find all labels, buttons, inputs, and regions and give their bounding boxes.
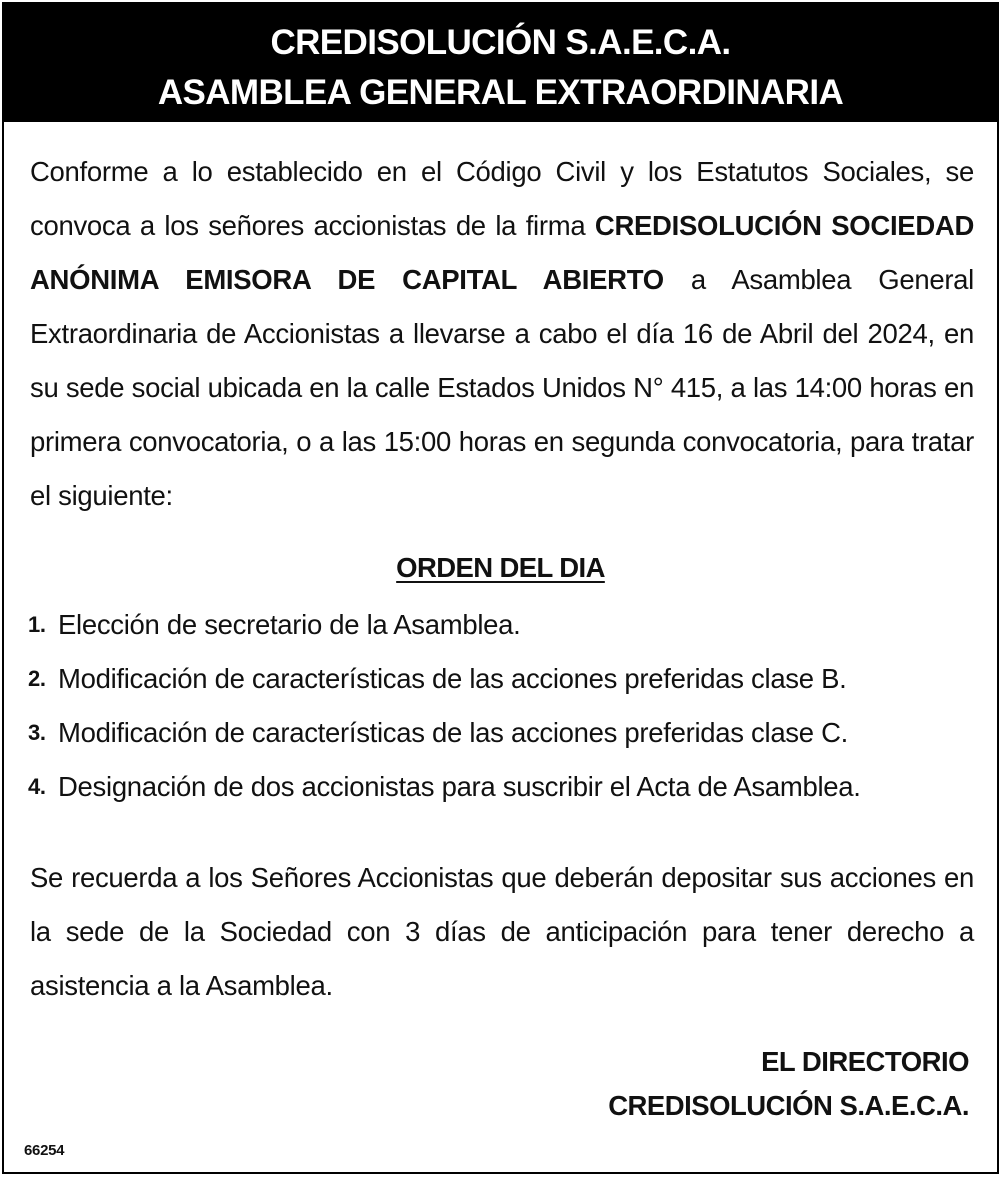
company-full-name: CREDISOLUCIÓN SOCIEDAD ANÓNIMA EMISORA DE CAPITAL ABIERTO	[30, 210, 975, 295]
notice-frame	[2, 2, 999, 1174]
company-title: CREDISOLUCIÓN S.A.E.C.A.	[270, 23, 731, 62]
reminder-paragraph: Se recuerda a los Señores Accionistas que deberán depositar sus acciones en la sede de la Sociedad con 3 días de anticipación para tener derecho a asistencia a la Asamblea.	[30, 862, 974, 1001]
agenda-item-text: Elección de secretario de la Asamblea.	[58, 609, 521, 640]
agenda-item	[26, 598, 976, 652]
agenda-item	[26, 760, 976, 814]
agenda-item-number: 1.	[28, 612, 46, 637]
intro-text-end: a Asamblea General Extraordinaria de Accionistas a llevarse a cabo el día 16 de Abril del 2024, en su sede social ubicada en la calle Estados Unidos N° 415, a las 14:00 horas en primera convocatoria, o a las 15:00 horas en segunda convocatoria, para tratar el siguiente:	[30, 264, 974, 511]
assembly-title: ASAMBLEA GENERAL EXTRAORDINARIA	[157, 73, 844, 112]
agenda-item-text: Modificación de características de las acciones preferidas clase B.	[58, 663, 847, 694]
agenda-title: ORDEN DEL DIA	[396, 552, 605, 583]
signature-line-directory: EL DIRECTORIO	[761, 1046, 969, 1077]
agenda-heading	[4, 548, 997, 588]
agenda-item-number: 2.	[28, 666, 46, 691]
agenda-item-number: 3.	[28, 720, 46, 745]
intro-paragraph	[30, 145, 974, 523]
agenda-item-text: Modificación de características de las acciones preferidas clase C.	[58, 717, 848, 748]
reference-code: 66254	[24, 1142, 65, 1159]
agenda-item	[26, 652, 976, 706]
signature-block	[608, 1040, 969, 1128]
agenda-item-text: Designación de dos accionistas para suscribir el Acta de Asamblea.	[58, 771, 861, 802]
signature-line-company: CREDISOLUCIÓN S.A.E.C.A.	[608, 1090, 969, 1121]
agenda-item	[26, 706, 976, 760]
agenda-item-number: 4.	[28, 774, 46, 799]
notice-header	[4, 4, 997, 122]
agenda-list	[26, 598, 976, 814]
intro-text-start: Conforme a lo establecido en el Código Civil y los Estatutos Sociales, se convoca a los señores accionistas de la firma	[30, 156, 974, 241]
